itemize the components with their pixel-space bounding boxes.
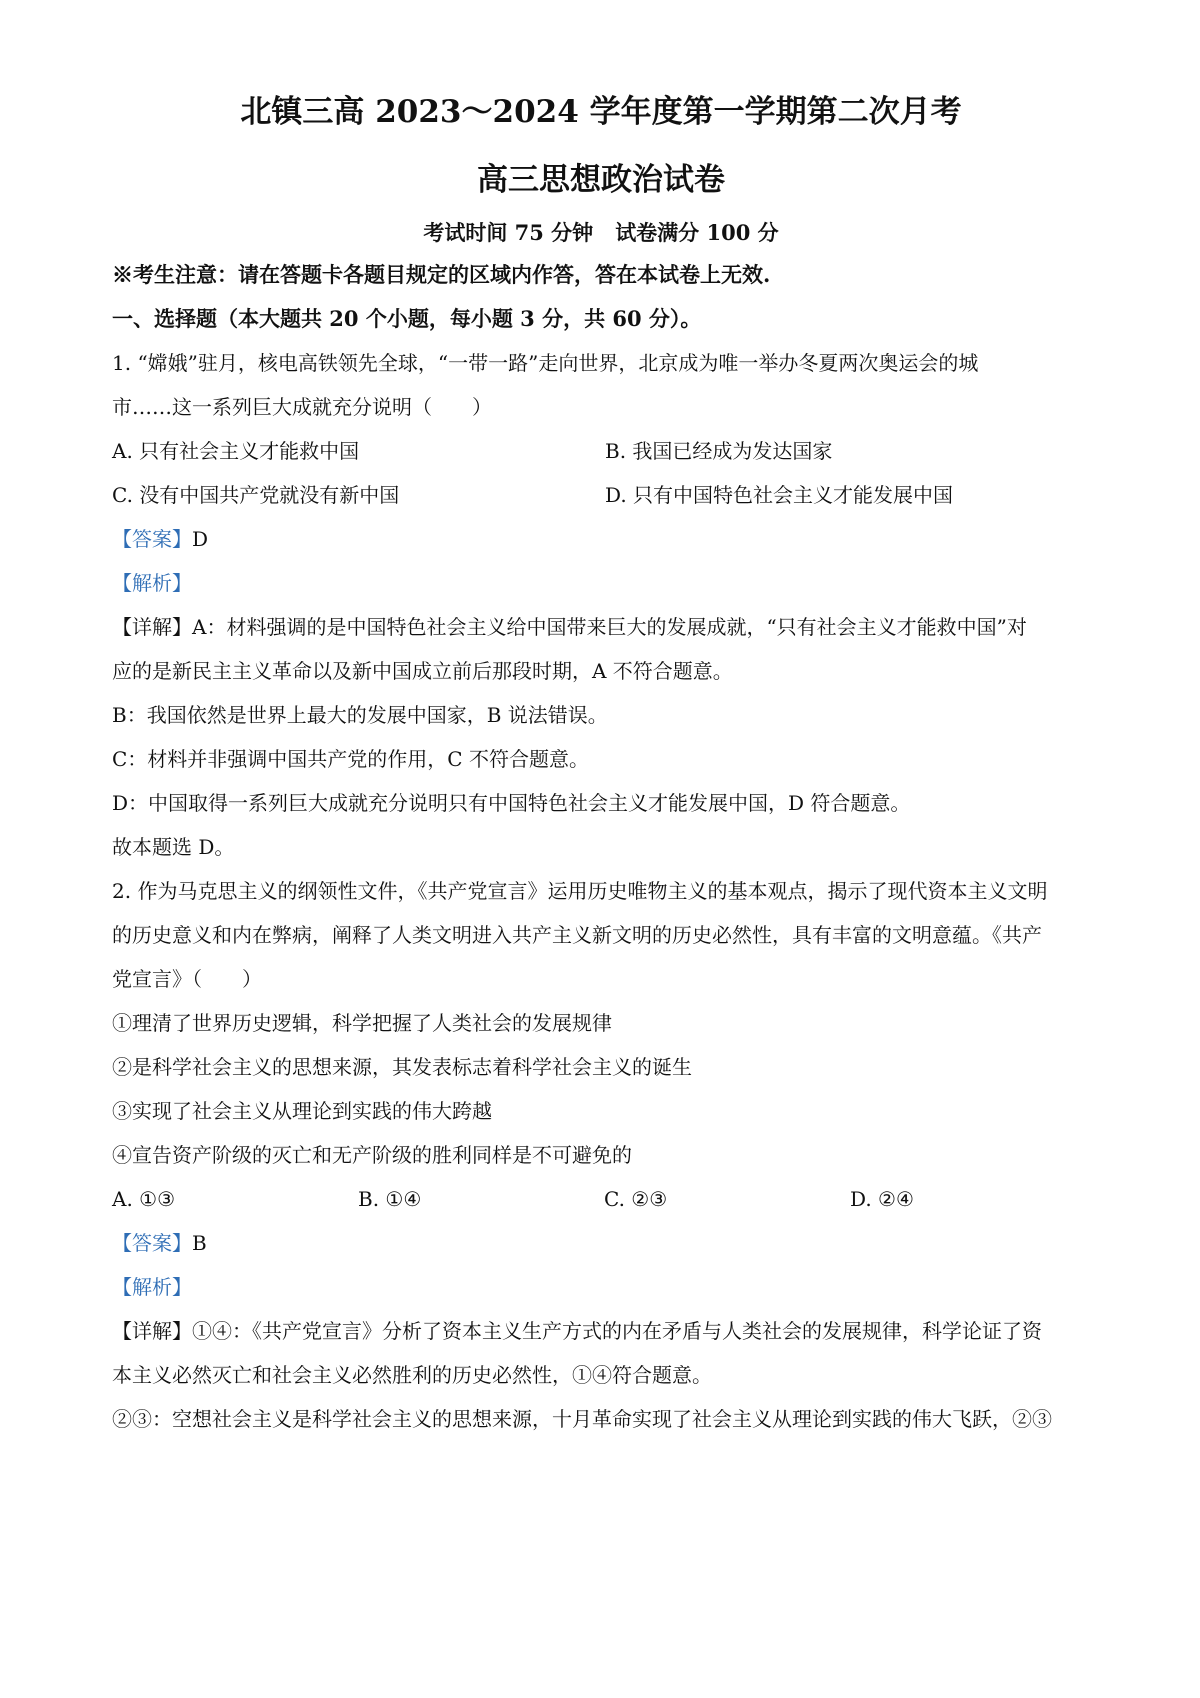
q1-detail-line-5: D：中国取得一系列巨大成就充分说明只有中国特色社会主义才能发展中国，D 符合题意。 (112, 791, 911, 815)
q2-options-row (112, 1184, 1090, 1214)
q2-statement-2: ②是科学社会主义的思想来源，其发表标志着科学社会主义的诞生 (112, 1055, 692, 1079)
q2-option-d: D. ②④ (850, 1187, 914, 1211)
q1-analysis-label: 【解析】 (112, 571, 192, 595)
q2-statement-3: ③实现了社会主义从理论到实践的伟大跨越 (112, 1099, 492, 1123)
q1-detail-line-2: 应的是新民主主义革命以及新中国成立前后那段时期，A 不符合题意。 (112, 659, 733, 683)
section-title: 一、选择题（本大题共 20 个小题，每小题 3 分，共 60 分）。 (112, 306, 702, 331)
question-1 (112, 334, 1090, 862)
q2-option-c: C. ②③ (604, 1187, 668, 1211)
q1-option-a: A. 只有社会主义才能救中国 (112, 439, 360, 463)
q2-answer-value: B (192, 1231, 207, 1255)
exam-subtitle: 高三思想政治试卷 (477, 162, 725, 198)
q1-option-c: C. 没有中国共产党就没有新中国 (112, 483, 400, 507)
answer-label: 【答案】 (112, 1231, 192, 1255)
q1-option-b: B. 我国已经成为发达国家 (605, 439, 833, 463)
q2-detail-line-1: 【详解】①④：《共产党宣言》分析了资本主义生产方式的内在矛盾与人类社会的发展规律，科学论证了资 (112, 1319, 1042, 1343)
exam-time: 考试时间 75 分钟 (423, 220, 594, 245)
q1-options-row-2 (112, 480, 1090, 510)
q1-detail-line-6: 故本题选 D。 (112, 835, 235, 859)
q2-analysis-label: 【解析】 (112, 1275, 192, 1299)
q1-options-row-1 (112, 436, 1090, 466)
q1-stem-line-2: 市……这一系列巨大成就充分说明（ ） (112, 395, 492, 419)
q2-statement-1: ①理清了世界历史逻辑，科学把握了人类社会的发展规律 (112, 1011, 612, 1035)
q1-answer-value: D (192, 527, 209, 551)
q2-answer (112, 1228, 1090, 1258)
q2-stem-line-3: 党宣言》（ ） (112, 967, 262, 991)
candidate-notice: ※考生注意：请在答题卡各题目规定的区域内作答，答在本试卷上无效. (112, 262, 771, 287)
exam-title: 北镇三高 2023～2024 学年度第一学期第二次月考 (240, 94, 962, 130)
exam-info (112, 218, 1090, 248)
q1-answer (112, 524, 1090, 554)
q2-stem-line-1: 2. 作为马克思主义的纲领性文件，《共产党宣言》运用历史唯物主义的基本观点，揭示了现代资本主义文明 (112, 879, 1048, 903)
q1-stem-line-1: 1. “嫦娥”驻月，核电高铁领先全球，“一带一路”走向世界，北京成为唯一举办冬夏两次奥运会的城 (112, 351, 979, 375)
q2-option-b: B. ①④ (358, 1187, 422, 1211)
q1-detail-line-1: 【详解】A：材料强调的是中国特色社会主义给中国带来巨大的发展成就，“只有社会主义才能救中国”对 (112, 615, 1027, 639)
q1-option-d: D. 只有中国特色社会主义才能发展中国 (605, 483, 954, 507)
answer-label: 【答案】 (112, 527, 192, 551)
q2-stem-line-2: 的历史意义和内在弊病，阐释了人类文明进入共产主义新文明的历史必然性，具有丰富的文明意蕴。《共产 (112, 923, 1042, 947)
q2-detail-line-3: ②③：空想社会主义是科学社会主义的思想来源，十月革命实现了社会主义从理论到实践的伟大飞跃，②③ (112, 1407, 1052, 1431)
q1-detail-line-4: C：材料并非强调中国共产党的作用，C 不符合题意。 (112, 747, 589, 771)
q2-detail-line-2: 本主义必然灭亡和社会主义必然胜利的历史必然性，①④符合题意。 (112, 1363, 712, 1387)
question-2 (112, 862, 1090, 1434)
q1-detail-line-3: B：我国依然是世界上最大的发展中国家，B 说法错误。 (112, 703, 608, 727)
q2-statement-4: ④宣告资产阶级的灭亡和无产阶级的胜利同样是不可避免的 (112, 1143, 632, 1167)
q2-option-a: A. ①③ (112, 1187, 176, 1211)
full-score: 试卷满分 100 分 (615, 220, 779, 245)
